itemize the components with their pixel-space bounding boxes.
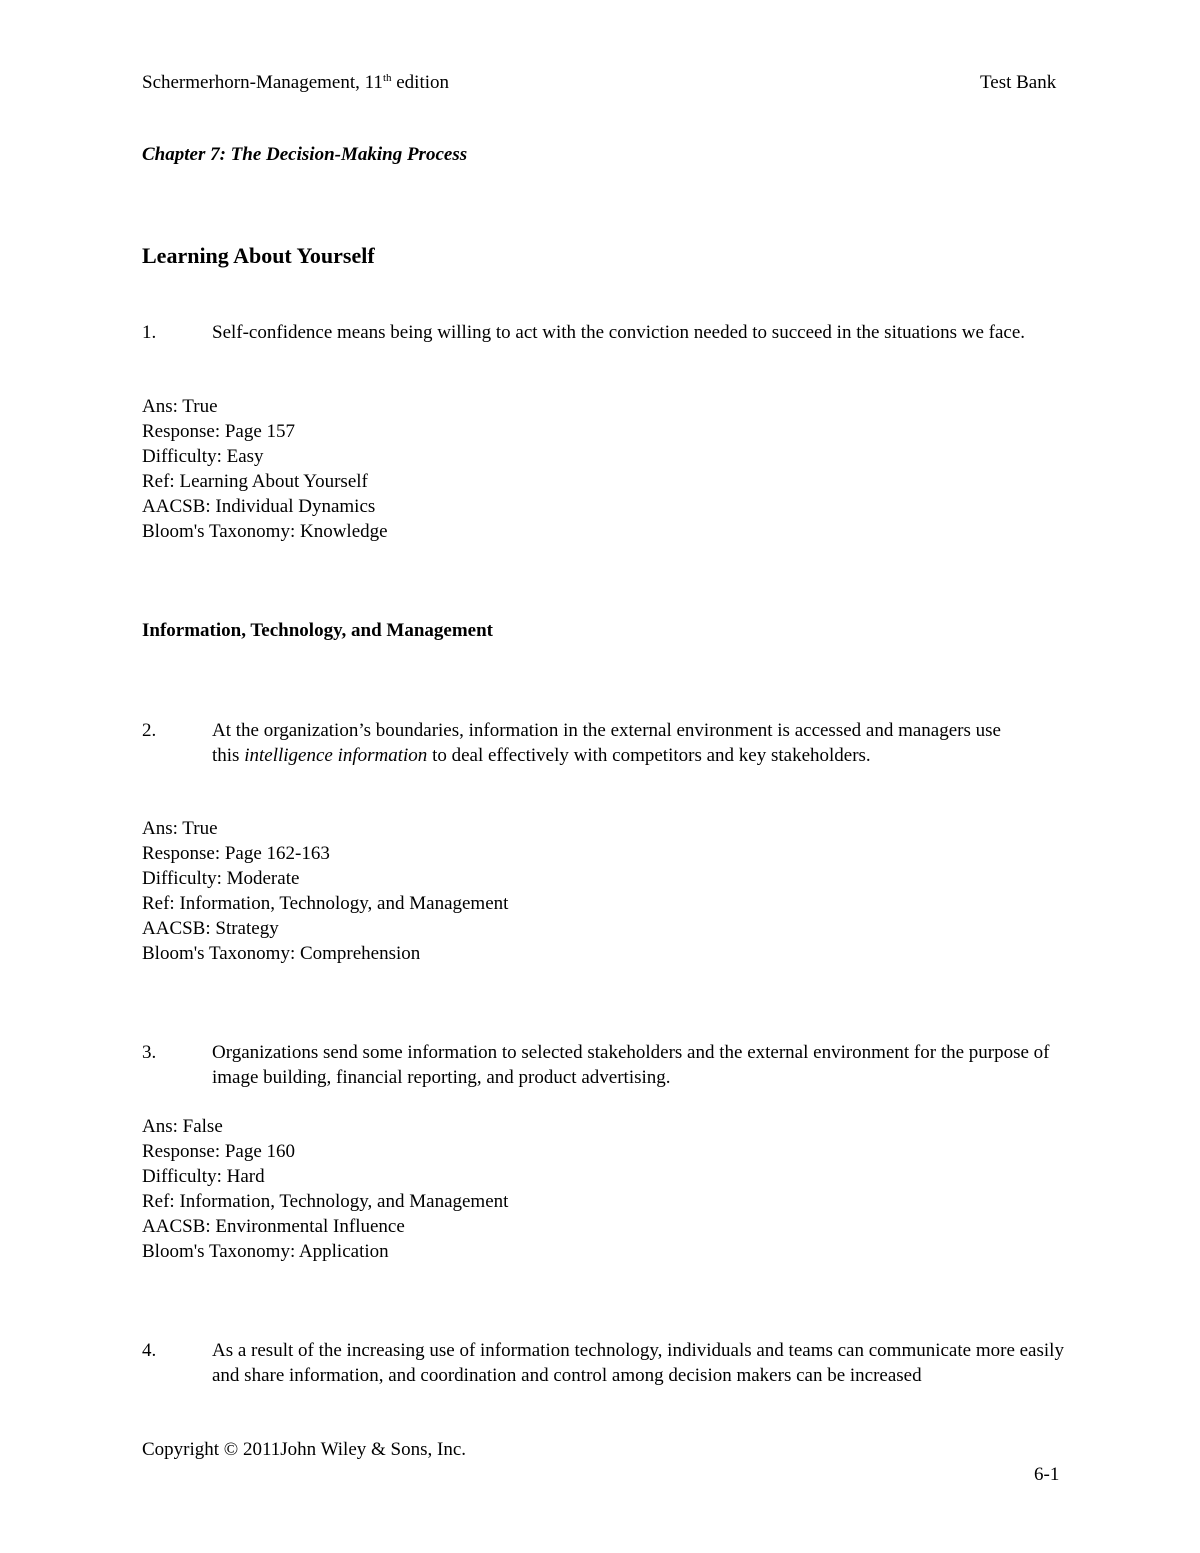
- question-text-italic: intelligence information: [244, 745, 428, 766]
- difficulty: Difficulty: Moderate: [142, 868, 300, 889]
- question-text-part: At the organization’s boundaries, information in the external environment is accessed and managers use this: [212, 720, 1001, 766]
- question-text: Self-confidence means being willing to act with the conviction needed to succeed in the situations we face.: [212, 322, 1026, 343]
- reference: Ref: Information, Technology, and Management: [142, 1191, 509, 1212]
- footer-copyright: Copyright © 2011John Wiley & Sons, Inc.: [142, 1439, 467, 1460]
- section-heading-learning-about-yourself: Learning About Yourself: [142, 243, 375, 268]
- question-1: [142, 320, 1072, 345]
- difficulty: Difficulty: Easy: [142, 446, 264, 467]
- question-2-metadata: [142, 816, 508, 966]
- reference: Ref: Information, Technology, and Management: [142, 893, 509, 914]
- aacsb: AACSB: Individual Dynamics: [142, 496, 376, 517]
- response-page: Response: Page 162-163: [142, 843, 330, 864]
- question-text: Organizations send some information to selected stakeholders and the external environment for the purpose of image building, financial reporting, and product advertising.: [212, 1042, 1050, 1088]
- blooms-taxonomy: Bloom's Taxonomy: Knowledge: [142, 521, 388, 542]
- question-text-part: to deal effectively with competitors and key stakeholders.: [427, 745, 871, 766]
- page-number: 6-1: [1034, 1464, 1060, 1485]
- section-heading-information-technology: Information, Technology, and Management: [142, 620, 494, 641]
- question-3-metadata: [142, 1114, 508, 1264]
- blooms-taxonomy: Bloom's Taxonomy: Application: [142, 1241, 389, 1262]
- header-book-title: [142, 70, 449, 95]
- header-edition-superscript: th: [382, 72, 392, 84]
- question-4: [142, 1338, 1072, 1388]
- response-page: Response: Page 157: [142, 421, 296, 442]
- question-text: [212, 718, 1022, 768]
- question-number: 3.: [142, 1042, 157, 1063]
- blooms-taxonomy: Bloom's Taxonomy: Comprehension: [142, 943, 421, 964]
- response-page: Response: Page 160: [142, 1141, 296, 1162]
- answer: Ans: False: [142, 1116, 223, 1137]
- question-number: 1.: [142, 322, 157, 343]
- question-1-metadata: [142, 394, 388, 544]
- question-text: As a result of the increasing use of information technology, individuals and teams can communicate more easily and share information, and coordination and control among decision makers can be increased: [212, 1340, 1064, 1386]
- reference: Ref: Learning About Yourself: [142, 471, 368, 492]
- difficulty: Difficulty: Hard: [142, 1166, 265, 1187]
- aacsb: AACSB: Strategy: [142, 918, 279, 939]
- question-number: 2.: [142, 720, 157, 741]
- header-book-title-prefix: Schermerhorn-Management, 11: [142, 72, 383, 93]
- question-3: [142, 1040, 1072, 1090]
- answer: Ans: True: [142, 818, 218, 839]
- question-number: 4.: [142, 1340, 157, 1361]
- aacsb: AACSB: Environmental Influence: [142, 1216, 405, 1237]
- answer: Ans: True: [142, 396, 218, 417]
- header-book-title-suffix: edition: [391, 72, 450, 93]
- chapter-title: Chapter 7: The Decision-Making Process: [142, 144, 468, 165]
- header-test-bank: Test Bank: [980, 72, 1057, 93]
- question-2: [142, 718, 1022, 768]
